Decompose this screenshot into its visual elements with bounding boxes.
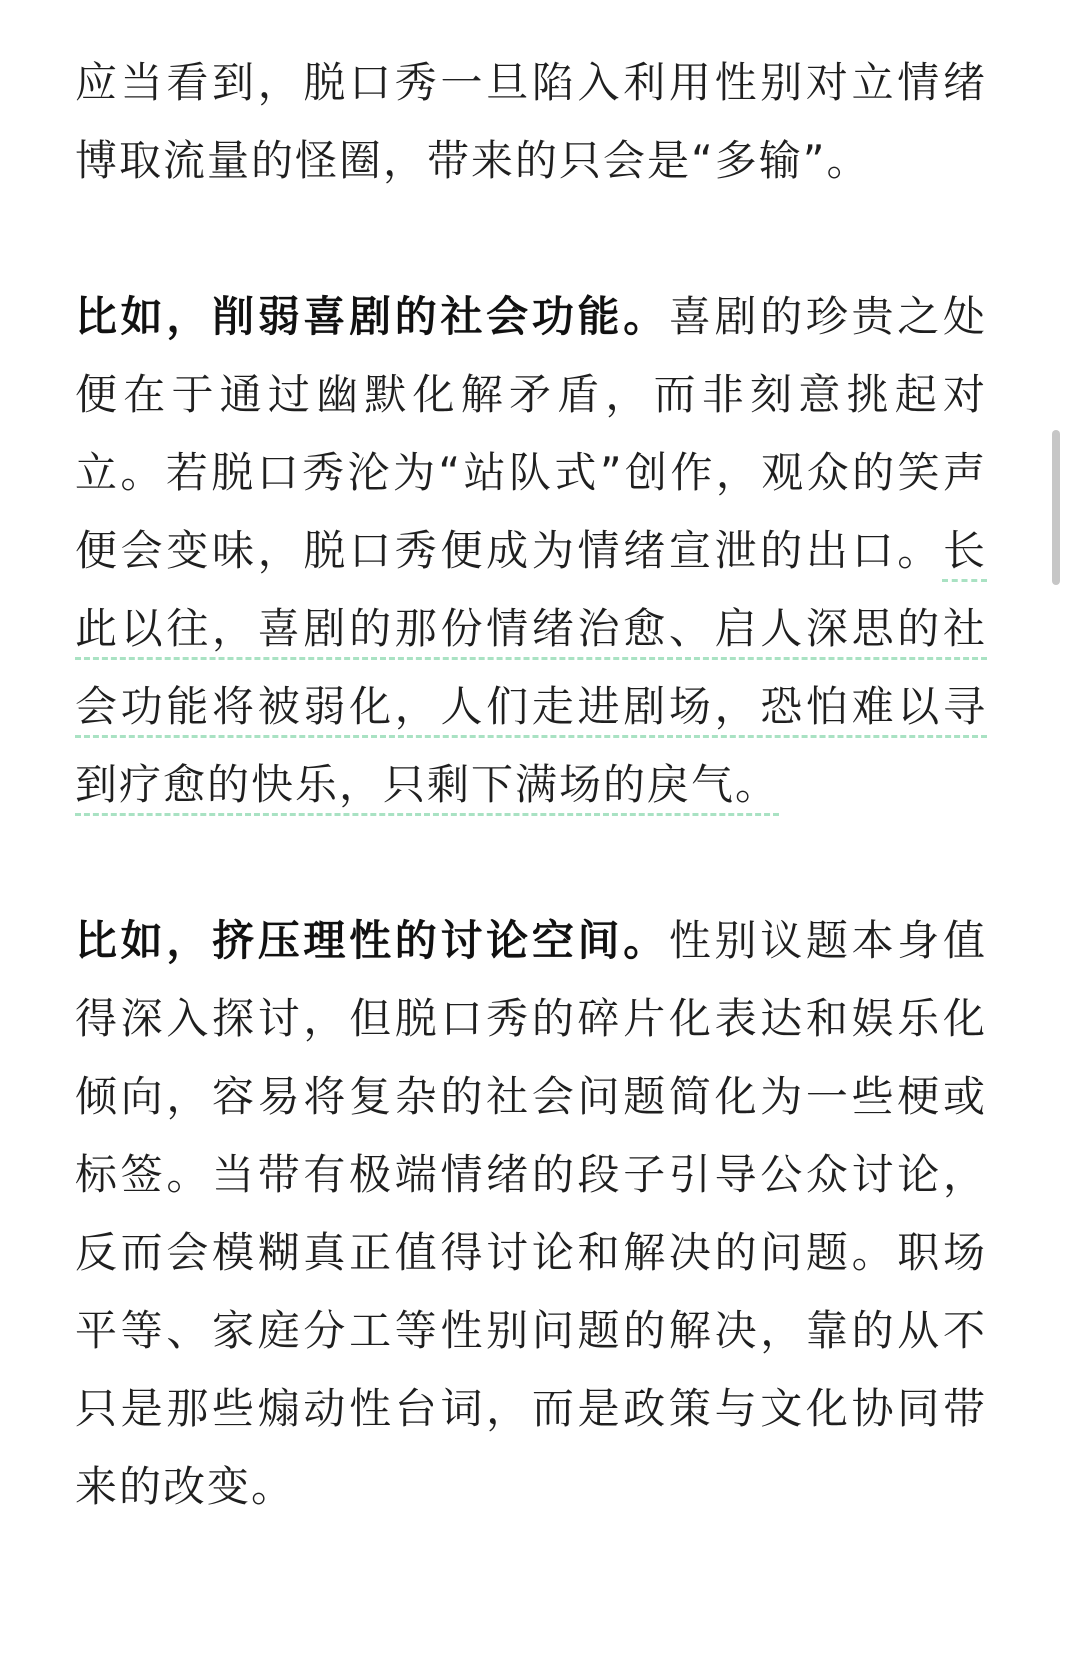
paragraph-text: 性别议题本身值得深入探讨，但脱口秀的碎片化表达和娱乐化倾向，容易将复杂的社会问题简化为一些梗或标签。当带有极端情绪的段子引导公众讨论，反而会模糊真正值得讨论和解决的问题。职场平等、家庭分工等性别问题的解决，靠的从不只是那些煽动性台词，而是政策与文化协同带来的改变。	[75, 916, 987, 1511]
scrollbar[interactable]	[1052, 430, 1060, 590]
paragraph-text: 喜剧的珍贵之处便在于通过幽默化解矛盾，而非刻意挑起对立。若脱口秀沦为“站队式”创作，观众的笑声便会变味，脱口秀便成为情绪宣泄的出口。	[75, 292, 987, 575]
paragraph-rational-discussion	[75, 902, 987, 1526]
paragraph-text: 应当看到，脱口秀一旦陷入利用性别对立情绪博取流量的怪圈，带来的只会是“多输”。	[75, 58, 987, 185]
paragraph-lead: 比如，挤压理性的讨论空间。	[75, 916, 669, 965]
scrollbar-thumb[interactable]	[1052, 430, 1060, 585]
paragraph-lead: 比如，削弱喜剧的社会功能。	[75, 292, 669, 341]
article-body	[75, 44, 987, 1526]
paragraph-intro	[75, 44, 987, 200]
highlighted-quote[interactable]: 长此以往，喜剧的那份情绪治愈、启人深思的社会功能将被弱化，人们走进剧场，恐怕难以寻到疗愈的快乐，只剩下满场的戾气。	[75, 526, 987, 809]
paragraph-comedy-function	[75, 278, 987, 824]
